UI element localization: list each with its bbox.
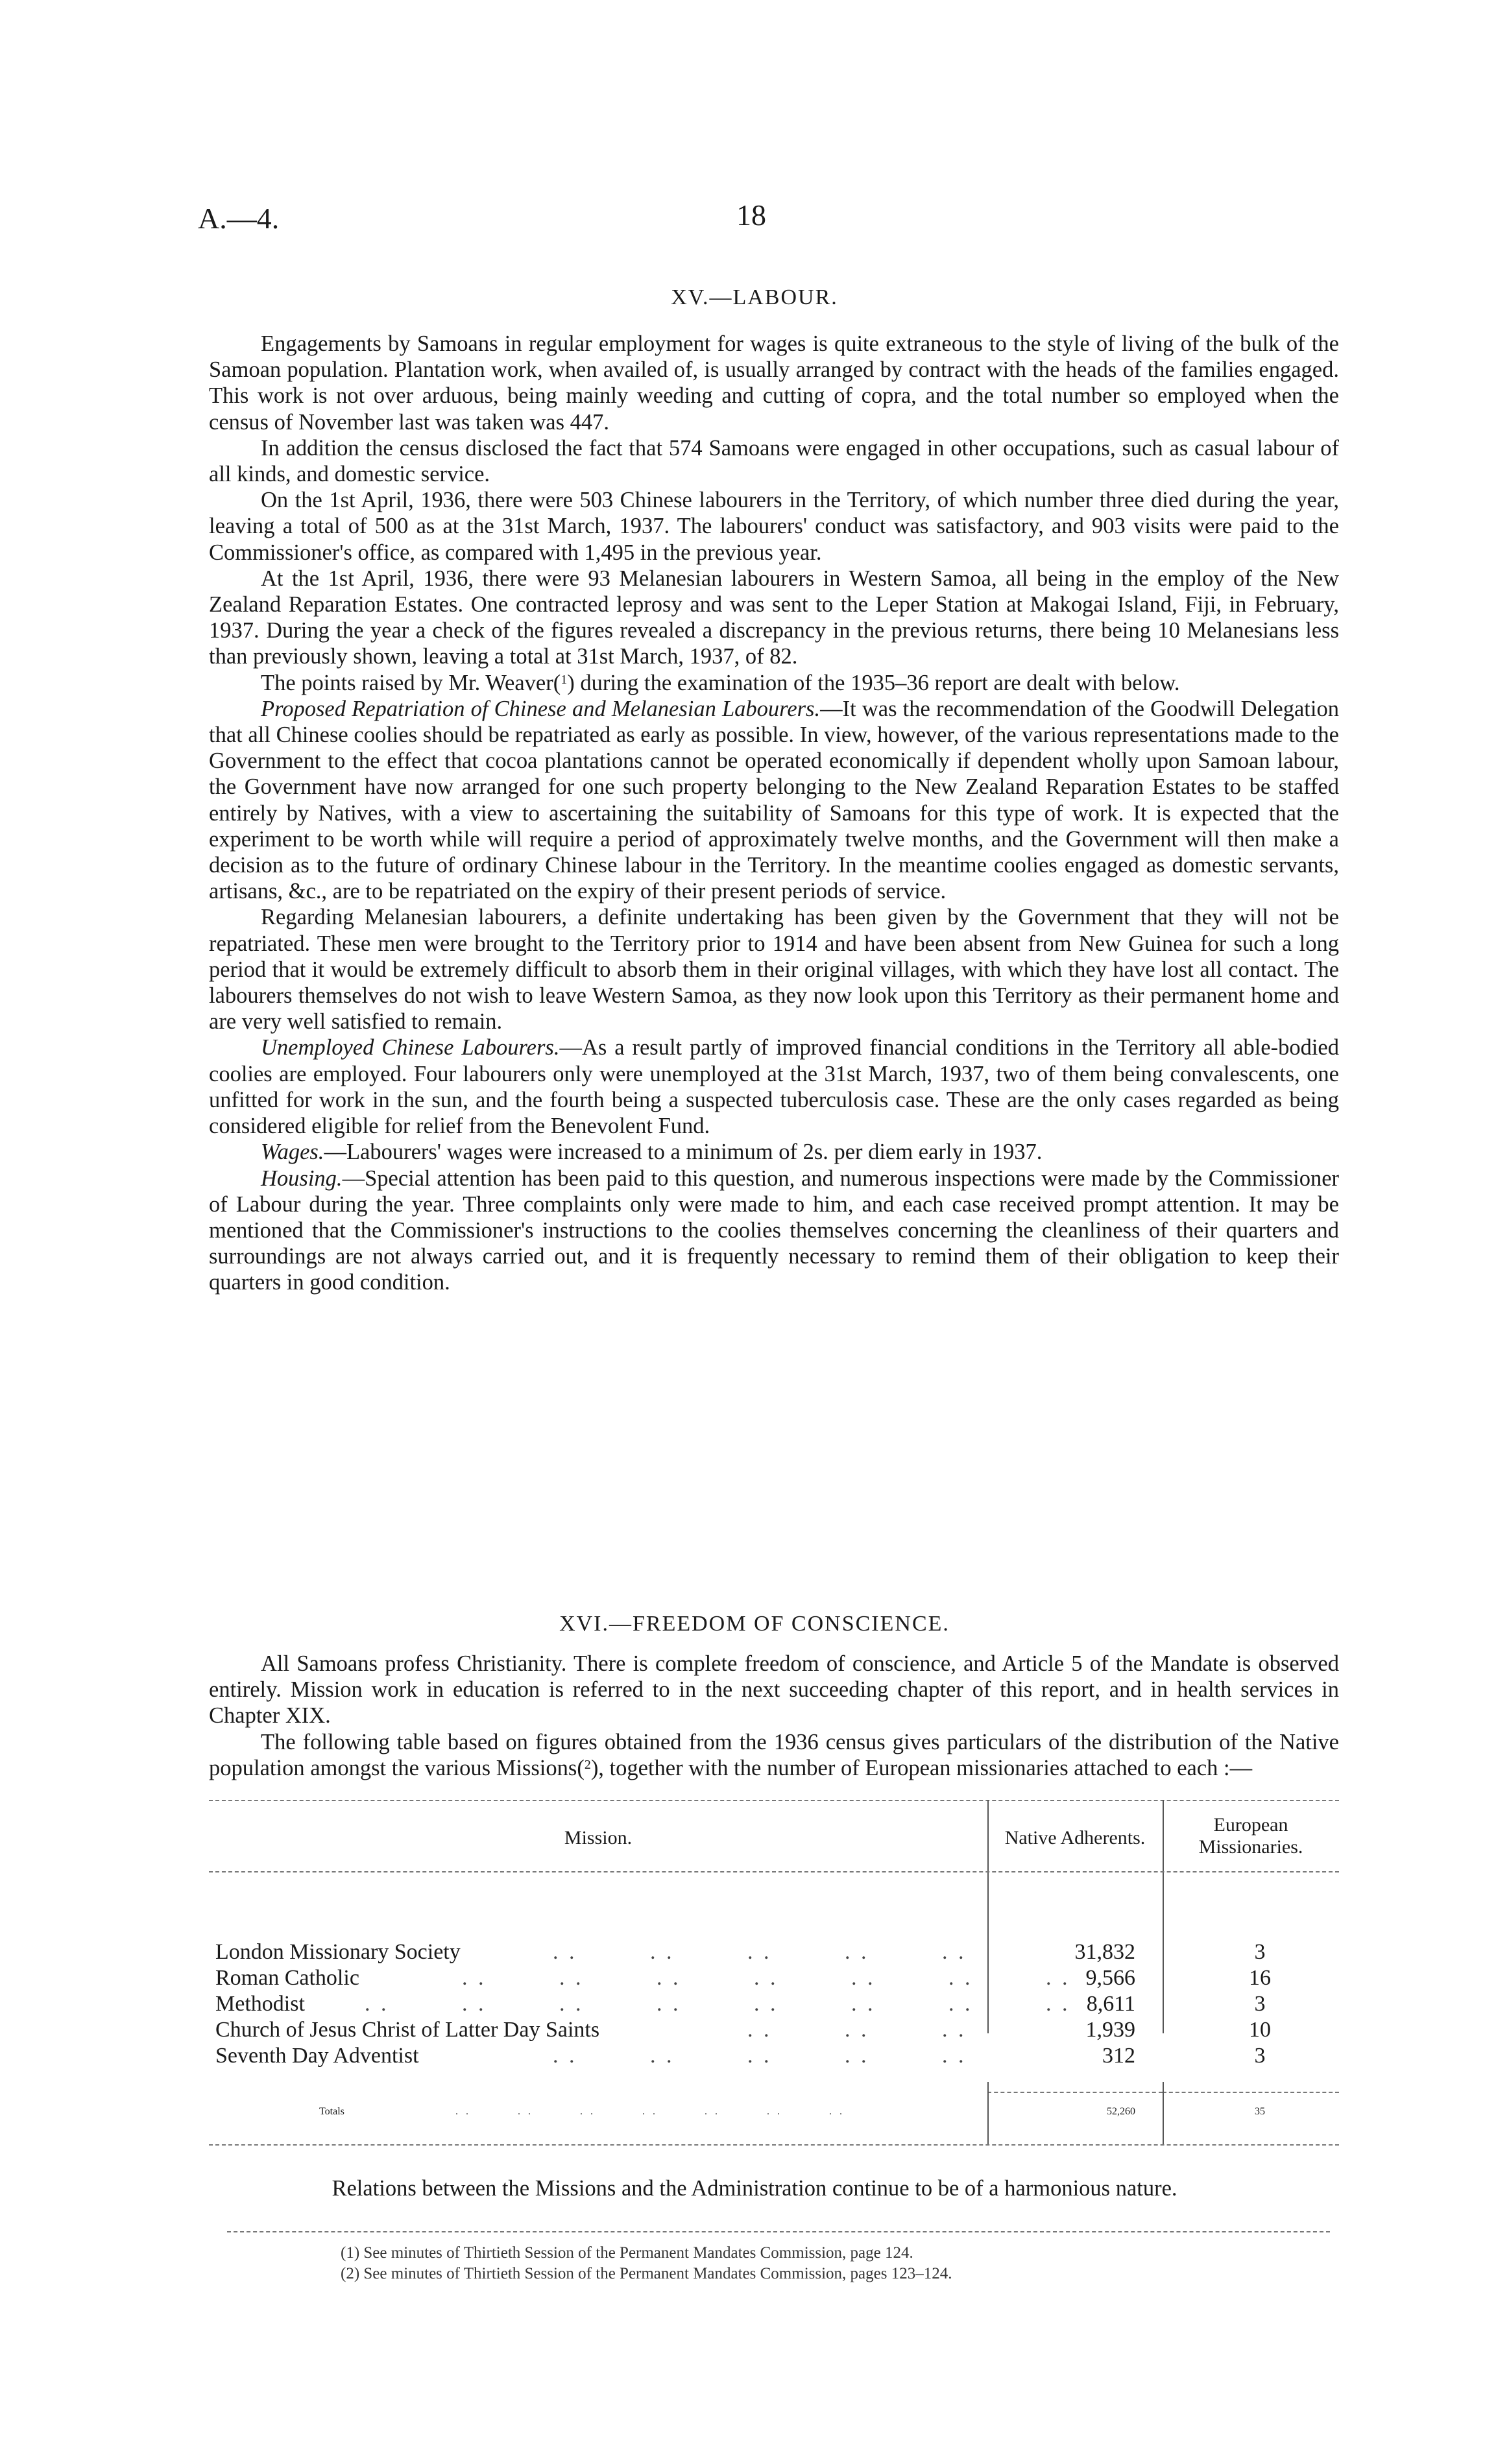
paragraph: [209, 1166, 1339, 1296]
italic-label: Wages.: [261, 1140, 324, 1165]
table-rule: [987, 2092, 1163, 2093]
header-european-missionaries: [1163, 1814, 1339, 1858]
paragraph: Engagements by Samoans in regular employment for wages is quite extraneous to the style of living of the bulk of the Samoan population. Plantation work, when availed of, is usually arranged by contract with the heads of the families engaged. This work is not over arduous, being mainly weeding and cutting of copra, and the total number so employed when the census of November last was taken was 447.: [209, 331, 1339, 435]
paragraph: In addition the census disclosed the fact that 574 Samoans were engaged in other occupations, such as casual labour of all kinds, and domestic service.: [209, 435, 1339, 487]
leader-dots: . . . . . . . . . .: [553, 1940, 967, 1964]
paragraph-text: —Special attention has been paid to this question, and numerous inspections were made by the Commissioner of Labour during the year. Three complaints only were made to him, and each case received prompt attention. It may be mentioned that the Commissioner's instructions to the coolies themselves concerning the cleanliness of their quarters and surroundings are not always carried out, and it is frequently necessary to remind them of their obligation to keep their quarters in good condition.: [209, 1166, 1339, 1295]
table-vrule: [987, 2082, 989, 2144]
table-row: [209, 2018, 1339, 2044]
totals-row: [209, 2106, 1339, 2132]
footnote: [341, 2264, 952, 2284]
cell-mission: Church of Jesus Christ of Latter Day Saints: [215, 2018, 600, 2042]
cell-native: 9,566: [1085, 1966, 1135, 1990]
leader-dots: . . . . . . . . . . . . . .: [455, 2106, 845, 2117]
table-rule: [1163, 2092, 1339, 2093]
header-european-line1: European: [1213, 1814, 1288, 1836]
italic-label: Unemployed Chinese Labourers.: [261, 1035, 560, 1060]
leader-dots: . . . . . . . . . . . . . . . .: [365, 1992, 1070, 2016]
header-mission: Mission.: [564, 1827, 633, 1848]
table-top-rule: [209, 1800, 1339, 1801]
footnote-mark: (2): [341, 2265, 360, 2282]
cell-native: 1,939: [1085, 2018, 1135, 2042]
paragraph: Regarding Melanesian labourers, a definite undertaking has been given by the Government that they will not be repatriated. These men were brought to the Territory prior to 1914 and have been absent from New Guinea for such a long period that it would be extremely difficult to absorb them in their original villages, with which they have lost all contact. The labourers themselves do not wish to leave Western Samoa, as they now look upon this Territory as their permanent home and are very well satisfied to remain.: [209, 905, 1339, 1035]
italic-label: Housing.: [261, 1166, 343, 1191]
section-heading-labour: XV.—LABOUR.: [671, 285, 838, 309]
totals-native: 52,260: [1107, 2106, 1135, 2117]
paragraph-text: —It was the recommendation of the Goodwill Delegation that all Chinese coolies should be repatriated as early as possible. In view, however, of the various representations made to the Government to the effect that cocoa plantations cannot be operated economically if dependent wholly upon Samoan labour, the Government have now arranged for one such property belonging to the New Zealand Reparation Estates to be staffed entirely by Natives, with a view to ascertaining the suitability of Samoans for this type of work. It is expected that the experiment to be worth while will require a period of approximately twelve months, and the Government will then make a decision as to the future of ordinary Chinese labour in the Territory. In the meantime coolies engaged as domestic servants, artisans, &c., are to be repatriated on the expiry of their present periods of service.: [209, 696, 1339, 904]
cell-mission: Roman Catholic: [215, 1966, 359, 1990]
footnote-ref: 2: [584, 1757, 591, 1772]
table-row: [209, 1966, 1339, 1992]
paragraph: At the 1st April, 1936, there were 93 Melanesian labourers in Western Samoa, all being in the employ of the New Zealand Reparation Estates. One contracted leprosy and was sent to the Leper Station at Makogai Island, Fiji, in February, 1937. During the year a check of the figures revealed a discrepancy in the previous returns, there being 10 Melanesians less than previously shown, leaving a total at 31st March, 1937, of 82.: [209, 566, 1339, 669]
weaver-after: ) during the examination of the 1935–36 report are dealt with below.: [567, 670, 1180, 695]
paragraph: [209, 1139, 1339, 1165]
paragraph: [209, 696, 1339, 905]
footnote-mark: (1): [341, 2244, 360, 2262]
p2-after: ), together with the number of European missionaries attached to each :—: [590, 1755, 1253, 1780]
header-native-adherents: Native Adherents.: [1004, 1827, 1146, 1848]
cell-european: 10: [1249, 2018, 1271, 2042]
cell-european: 3: [1254, 2044, 1266, 2068]
leader-dots: . . . . . . . . . . . . . .: [462, 1966, 1070, 1990]
weaver-before: The points raised by Mr. Weaver(: [261, 670, 561, 695]
cell-european: 3: [1254, 1940, 1266, 1964]
footnote-text: See minutes of Thirtieth Session of the Permanent Mandates Commission, pages 123–124.: [363, 2265, 952, 2282]
cell-native: 8,611: [1086, 1992, 1135, 2016]
paragraph-text: —Labourers' wages were increased to a minimum of 2s. per diem early in 1937.: [324, 1140, 1043, 1165]
table-row: [209, 2044, 1339, 2070]
italic-label: Proposed Repatriation of Chinese and Melanesian Labourers.: [261, 696, 821, 721]
cell-native: 31,832: [1074, 1940, 1135, 1964]
paragraph: [209, 1729, 1339, 1781]
page-number: 18: [736, 198, 766, 232]
cell-mission: Methodist: [215, 1992, 305, 2016]
cell-european: 16: [1249, 1966, 1271, 1990]
table-row: [209, 1992, 1339, 2018]
paragraph-text: —As a result partly of improved financial conditions in the Territory all able-bodied coolies are employed. Four labourers only were unemployed at the 31st March, 1937, two of them being convalescents, one unfitted for work in the sun, and the fourth being a suspected tuberculosis case. These are the only cases regarded as being considered eligible for relief from the Benevolent Fund.: [209, 1035, 1339, 1139]
totals-european: 35: [1255, 2106, 1265, 2117]
table-bottom-rule: [209, 2144, 1339, 2146]
cell-mission: London Missionary Society: [215, 1940, 461, 1964]
paragraph: On the 1st April, 1936, there were 503 Chinese labourers in the Territory, of which number three died during the year, leaving a total of 500 as at the 31st March, 1937. The labourers' conduct was satisfactory, and 903 visits were paid to the Commissioner's office, as compared with 1,495 in the previous year.: [209, 488, 1339, 565]
closing-sentence: Relations between the Missions and the Administration continue to be of a harmonious nature.: [332, 2176, 1177, 2201]
footnote: [341, 2243, 913, 2264]
section-heading-conscience: XVI.—FREEDOM OF CONSCIENCE.: [559, 1612, 950, 1636]
cell-native: 312: [1102, 2044, 1135, 2068]
header-european-line2: Missionaries.: [1198, 1836, 1303, 1858]
header-ref: A.—4.: [198, 202, 280, 235]
table-vrule: [1163, 2082, 1164, 2144]
leader-dots: . . . . . . . . . .: [553, 2044, 967, 2068]
p2-before: The following table based on figures obtained from the 1936 census gives particulars of the distribution of the Native population amongst the various Missions(: [209, 1729, 1339, 1780]
footnote-separator: [227, 2231, 1330, 2232]
table-header-rule: [209, 1871, 1339, 1872]
cell-mission: Seventh Day Adventist: [215, 2044, 419, 2068]
paragraph: [209, 1035, 1339, 1139]
footnote-text: See minutes of Thirtieth Session of the Permanent Mandates Commission, page 124.: [363, 2244, 913, 2262]
totals-label: Totals: [319, 2106, 344, 2117]
paragraph: [209, 670, 1339, 696]
leader-dots: . . . . . .: [747, 2018, 967, 2042]
labour-section-body: [209, 331, 1339, 1296]
table-row: [209, 1940, 1339, 1966]
conscience-section-body: [209, 1651, 1339, 1781]
cell-european: 3: [1254, 1992, 1266, 2016]
missions-table: [209, 1800, 1339, 2072]
paragraph: All Samoans profess Christianity. There is complete freedom of conscience, and Article 5 of the Mandate is observed entirely. Mission work in education is referred to in the next succeeding chapter of this report, and in health services in Chapter XIX.: [209, 1651, 1339, 1728]
footnote-ref: 1: [561, 672, 568, 687]
